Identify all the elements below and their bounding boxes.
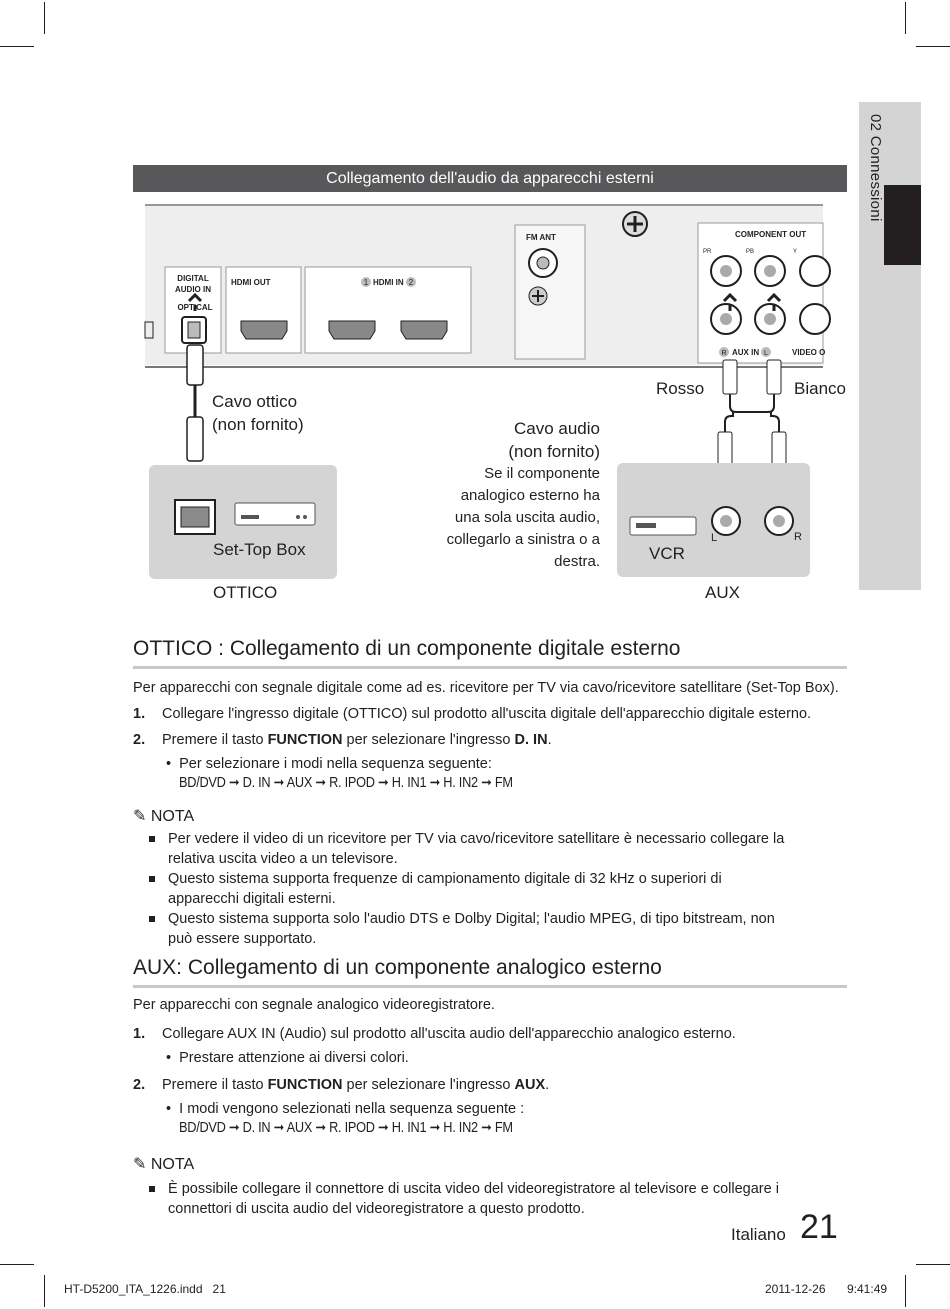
set-top-box-device xyxy=(235,503,315,525)
footer-file: HT-D5200_ITA_1226.indd 21 xyxy=(64,1282,226,1296)
crop-mark xyxy=(0,46,34,47)
note-item: Per vedere il video di un ricevitore per TV via cavo/ricevitore satellitare è necessario collegare la relativa uscita video a un televisore. xyxy=(149,829,839,869)
note-item: È possibile collegare il connettore di uscita video del videoregistratore al televisore e collegare i connettori di uscita audio del videoregistratore a questo prodotto. xyxy=(149,1179,839,1219)
pr-label: PR xyxy=(703,249,712,255)
aux-bullet-1: • Prestare attenzione ai diversi colori. xyxy=(166,1050,409,1066)
jack-l-label: L xyxy=(711,532,718,544)
red-label: Rosso xyxy=(656,379,705,398)
optical-intro: Per apparecchi con segnale digitale come ad es. ricevitore per TV via cavo/ricevitore satellitare (Set-Top Box). xyxy=(133,680,839,696)
optical-mode-sequence: BD/DVD ➞ D. IN ➞ AUX ➞ R. IPOD ➞ H. IN1 ➞ H. IN2 ➞ FM xyxy=(179,775,513,791)
set-top-box-label: Set-Top Box xyxy=(213,540,306,559)
note-bullet-icon xyxy=(149,876,155,882)
footer-date: 2011-12-26 xyxy=(765,1282,826,1296)
aux-mode-sequence: BD/DVD ➞ D. IN ➞ AUX ➞ R. IPOD ➞ H. IN1 ➞ H. IN2 ➞ FM xyxy=(179,1120,513,1136)
optical-port-label: OPTICAL xyxy=(177,303,213,312)
optical-section-heading: OTTICO : Collegamento di un componente digitale esterno xyxy=(133,636,847,669)
note-bullet-icon xyxy=(149,836,155,842)
optical-cable-note: (non fornito) xyxy=(212,415,304,434)
product-back-panel xyxy=(145,205,830,367)
optical-caption: OTTICO xyxy=(213,583,278,602)
aux-l-label: L xyxy=(764,350,768,357)
vcr-label: VCR xyxy=(649,544,685,563)
crop-mark xyxy=(905,2,906,34)
component-out-label: COMPONENT OUT xyxy=(735,230,807,239)
crop-mark xyxy=(0,1264,34,1265)
aux-note-heading: ✎ NOTA xyxy=(133,1156,195,1173)
aux-intro: Per apparecchi con segnale analogico videoregistratore. xyxy=(133,997,495,1013)
digital-audio-in-label-1: DIGITAL xyxy=(177,274,209,283)
audio-cable-note: (non fornito) xyxy=(508,442,600,461)
aux-notes xyxy=(149,1179,839,1219)
language-label: Italiano xyxy=(731,1225,786,1244)
hdmi-in-2-label: 2 xyxy=(408,278,414,287)
hdmi-in-1-label: 1 xyxy=(363,278,369,287)
note-pencil-icon: ✎ xyxy=(133,808,147,825)
chapter-label: 02 Connessioni xyxy=(867,114,884,222)
crop-mark xyxy=(44,2,45,34)
diagram-banner: Collegamento dell'audio da apparecchi esterni xyxy=(133,165,847,192)
hdmi-out-label: HDMI OUT xyxy=(231,278,271,287)
video-out-label: VIDEO O xyxy=(792,348,826,357)
aux-section-heading: AUX: Collegamento di un componente analogico esterno xyxy=(133,955,847,988)
crop-mark xyxy=(916,46,950,47)
footer-time: 9:41:49 xyxy=(847,1282,888,1296)
digital-audio-in-label-2: AUDIO IN xyxy=(175,285,211,294)
pb-label: PB xyxy=(746,249,755,255)
page-number: 21 xyxy=(800,1208,838,1246)
aux-in-label: AUX IN xyxy=(732,348,760,357)
audio-cable-description: Se il componente analogico esterno ha una sola uscita audio, collegarlo a sinistra o a destra. xyxy=(446,465,600,570)
aux-bullet-2: • I modi vengono selezionati nella sequenza seguente : xyxy=(166,1101,525,1117)
optical-notes xyxy=(149,829,839,949)
vcr-device xyxy=(630,517,696,535)
optical-cable-label: Cavo ottico xyxy=(212,392,298,411)
crop-mark xyxy=(905,1275,906,1307)
y-label: Y xyxy=(793,249,798,255)
jack-r-label: R xyxy=(794,531,802,543)
note-bullet-icon xyxy=(149,1186,155,1192)
optical-note-heading: ✎ NOTA xyxy=(133,808,195,825)
crop-mark xyxy=(44,1275,45,1307)
note-bullet-icon xyxy=(149,916,155,922)
aux-caption: AUX xyxy=(705,583,740,602)
aux-r-label: R xyxy=(721,350,727,357)
note-pencil-icon: ✎ xyxy=(133,1156,147,1173)
crop-mark xyxy=(916,1264,950,1265)
audio-cable-label: Cavo audio xyxy=(513,419,600,438)
chapter-tab-marker xyxy=(884,185,921,265)
optical-bullet: • Per selezionare i modi nella sequenza seguente: xyxy=(166,756,492,772)
hdmi-in-label: HDMI IN xyxy=(373,278,404,287)
note-item: Questo sistema supporta solo l'audio DTS e Dolby Digital; l'audio MPEG, di tipo bitstream, non può essere supportato. xyxy=(149,909,839,949)
fm-ant-label: FM ANT xyxy=(526,233,556,242)
white-label: Bianco xyxy=(794,379,846,398)
note-item: Questo sistema supporta frequenze di campionamento digitale di 32 kHz o superiori di apparecchi digitali esterni. xyxy=(149,869,839,909)
